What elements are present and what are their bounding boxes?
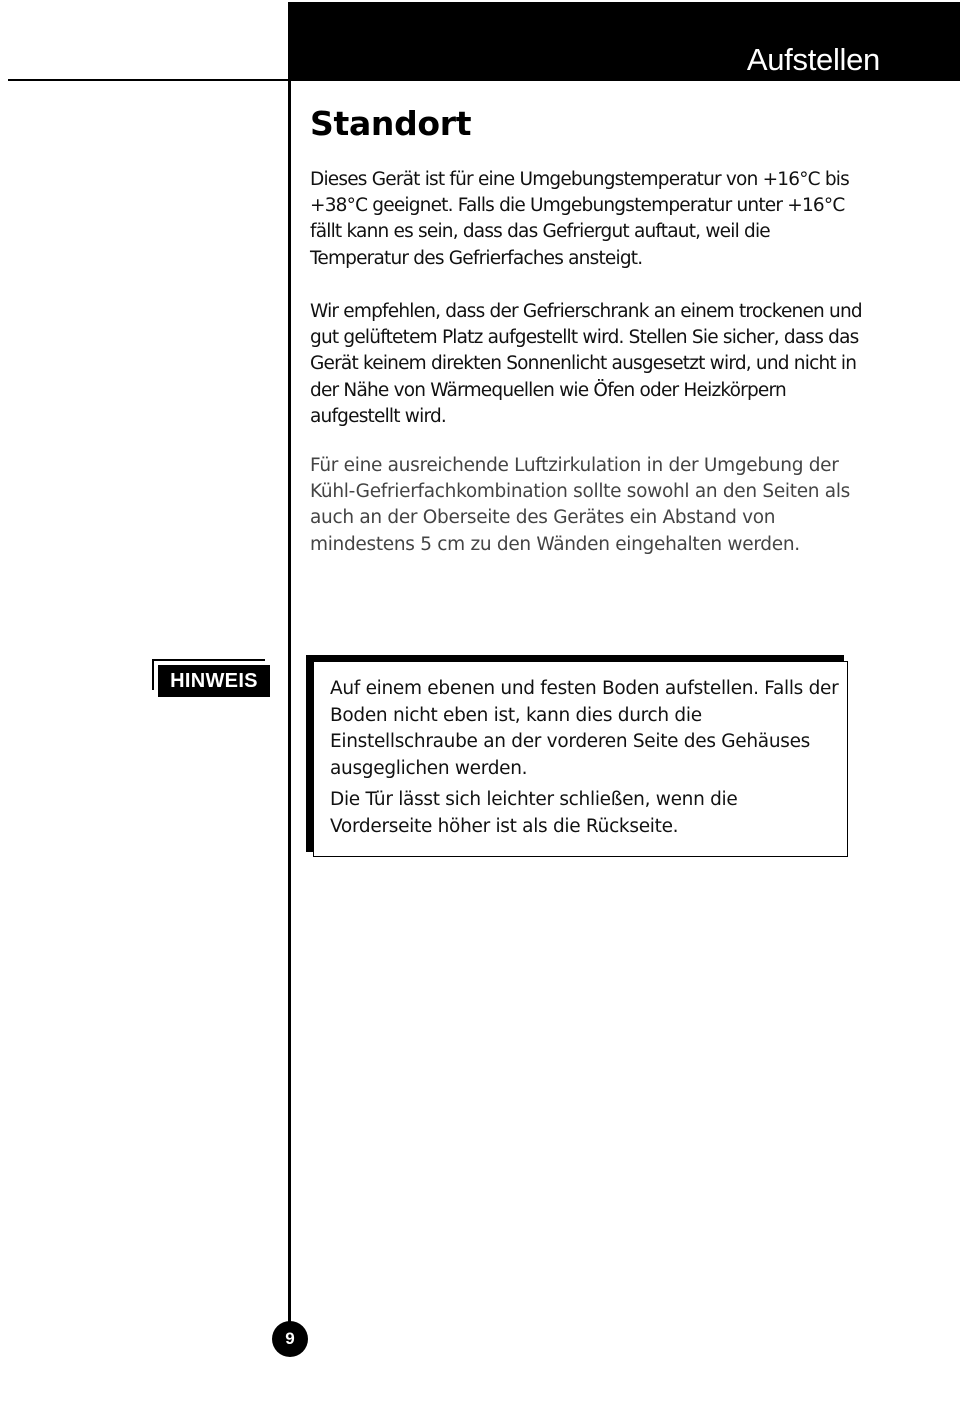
paragraph-ambient-temperature: Dieses Gerät ist für eine Umgebungstemperatur von +16°C bis +38°C geeignet. Falls die Umgebungstemperatur unter +16°C fällt kann es sein, dass das Gefriergut auftaut, weil die Temperatur des Gefrierfaches ansteigt. (310, 169, 849, 269)
note-box (313, 661, 848, 857)
paragraph-air-circulation: Für eine ausreichende Luftzirkulation in der Umgebung der Kühl-Gefrierfachkombination sollte sowohl an den Seiten als auch an der Oberseite des Gerätes ein Abstand von mindestens 5 cm zu den Wänden eingehalten werden. (310, 455, 851, 555)
paragraph-placement-location: Wir empfehlen, dass der Gefrierschrank an einem trockenen und gut gelüftetem Platz aufgestellt wird. Stellen Sie sicher, dass das Gerät keinem direkten Sonnenlicht ausgesetzt wird, und nicht in der Nähe von Wärmequellen wie Öfen oder Heizkörpern aufgestellt wird. (310, 301, 862, 427)
note-paragraph-door-closing: Die Tür lässt sich leichter schließen, wenn die Vorderseite höher ist als die Rückseite. (330, 789, 738, 837)
section-title: Standort (310, 104, 472, 143)
note-paragraph-level-floor: Auf einem ebenen und festen Boden aufstellen. Falls der Boden nicht eben ist, kann dies durch die Einstellschraube an der vorderen Seite des Gehäuses ausgeglichen werden. (330, 678, 839, 779)
page-number: 9 (272, 1321, 308, 1357)
note-label-badge (152, 659, 270, 697)
header-bar (289, 2, 960, 81)
vertical-divider (288, 2, 291, 1324)
header-title: Aufstellen (746, 42, 880, 77)
header-rule (8, 79, 290, 81)
note-label: HINWEIS (158, 665, 270, 697)
